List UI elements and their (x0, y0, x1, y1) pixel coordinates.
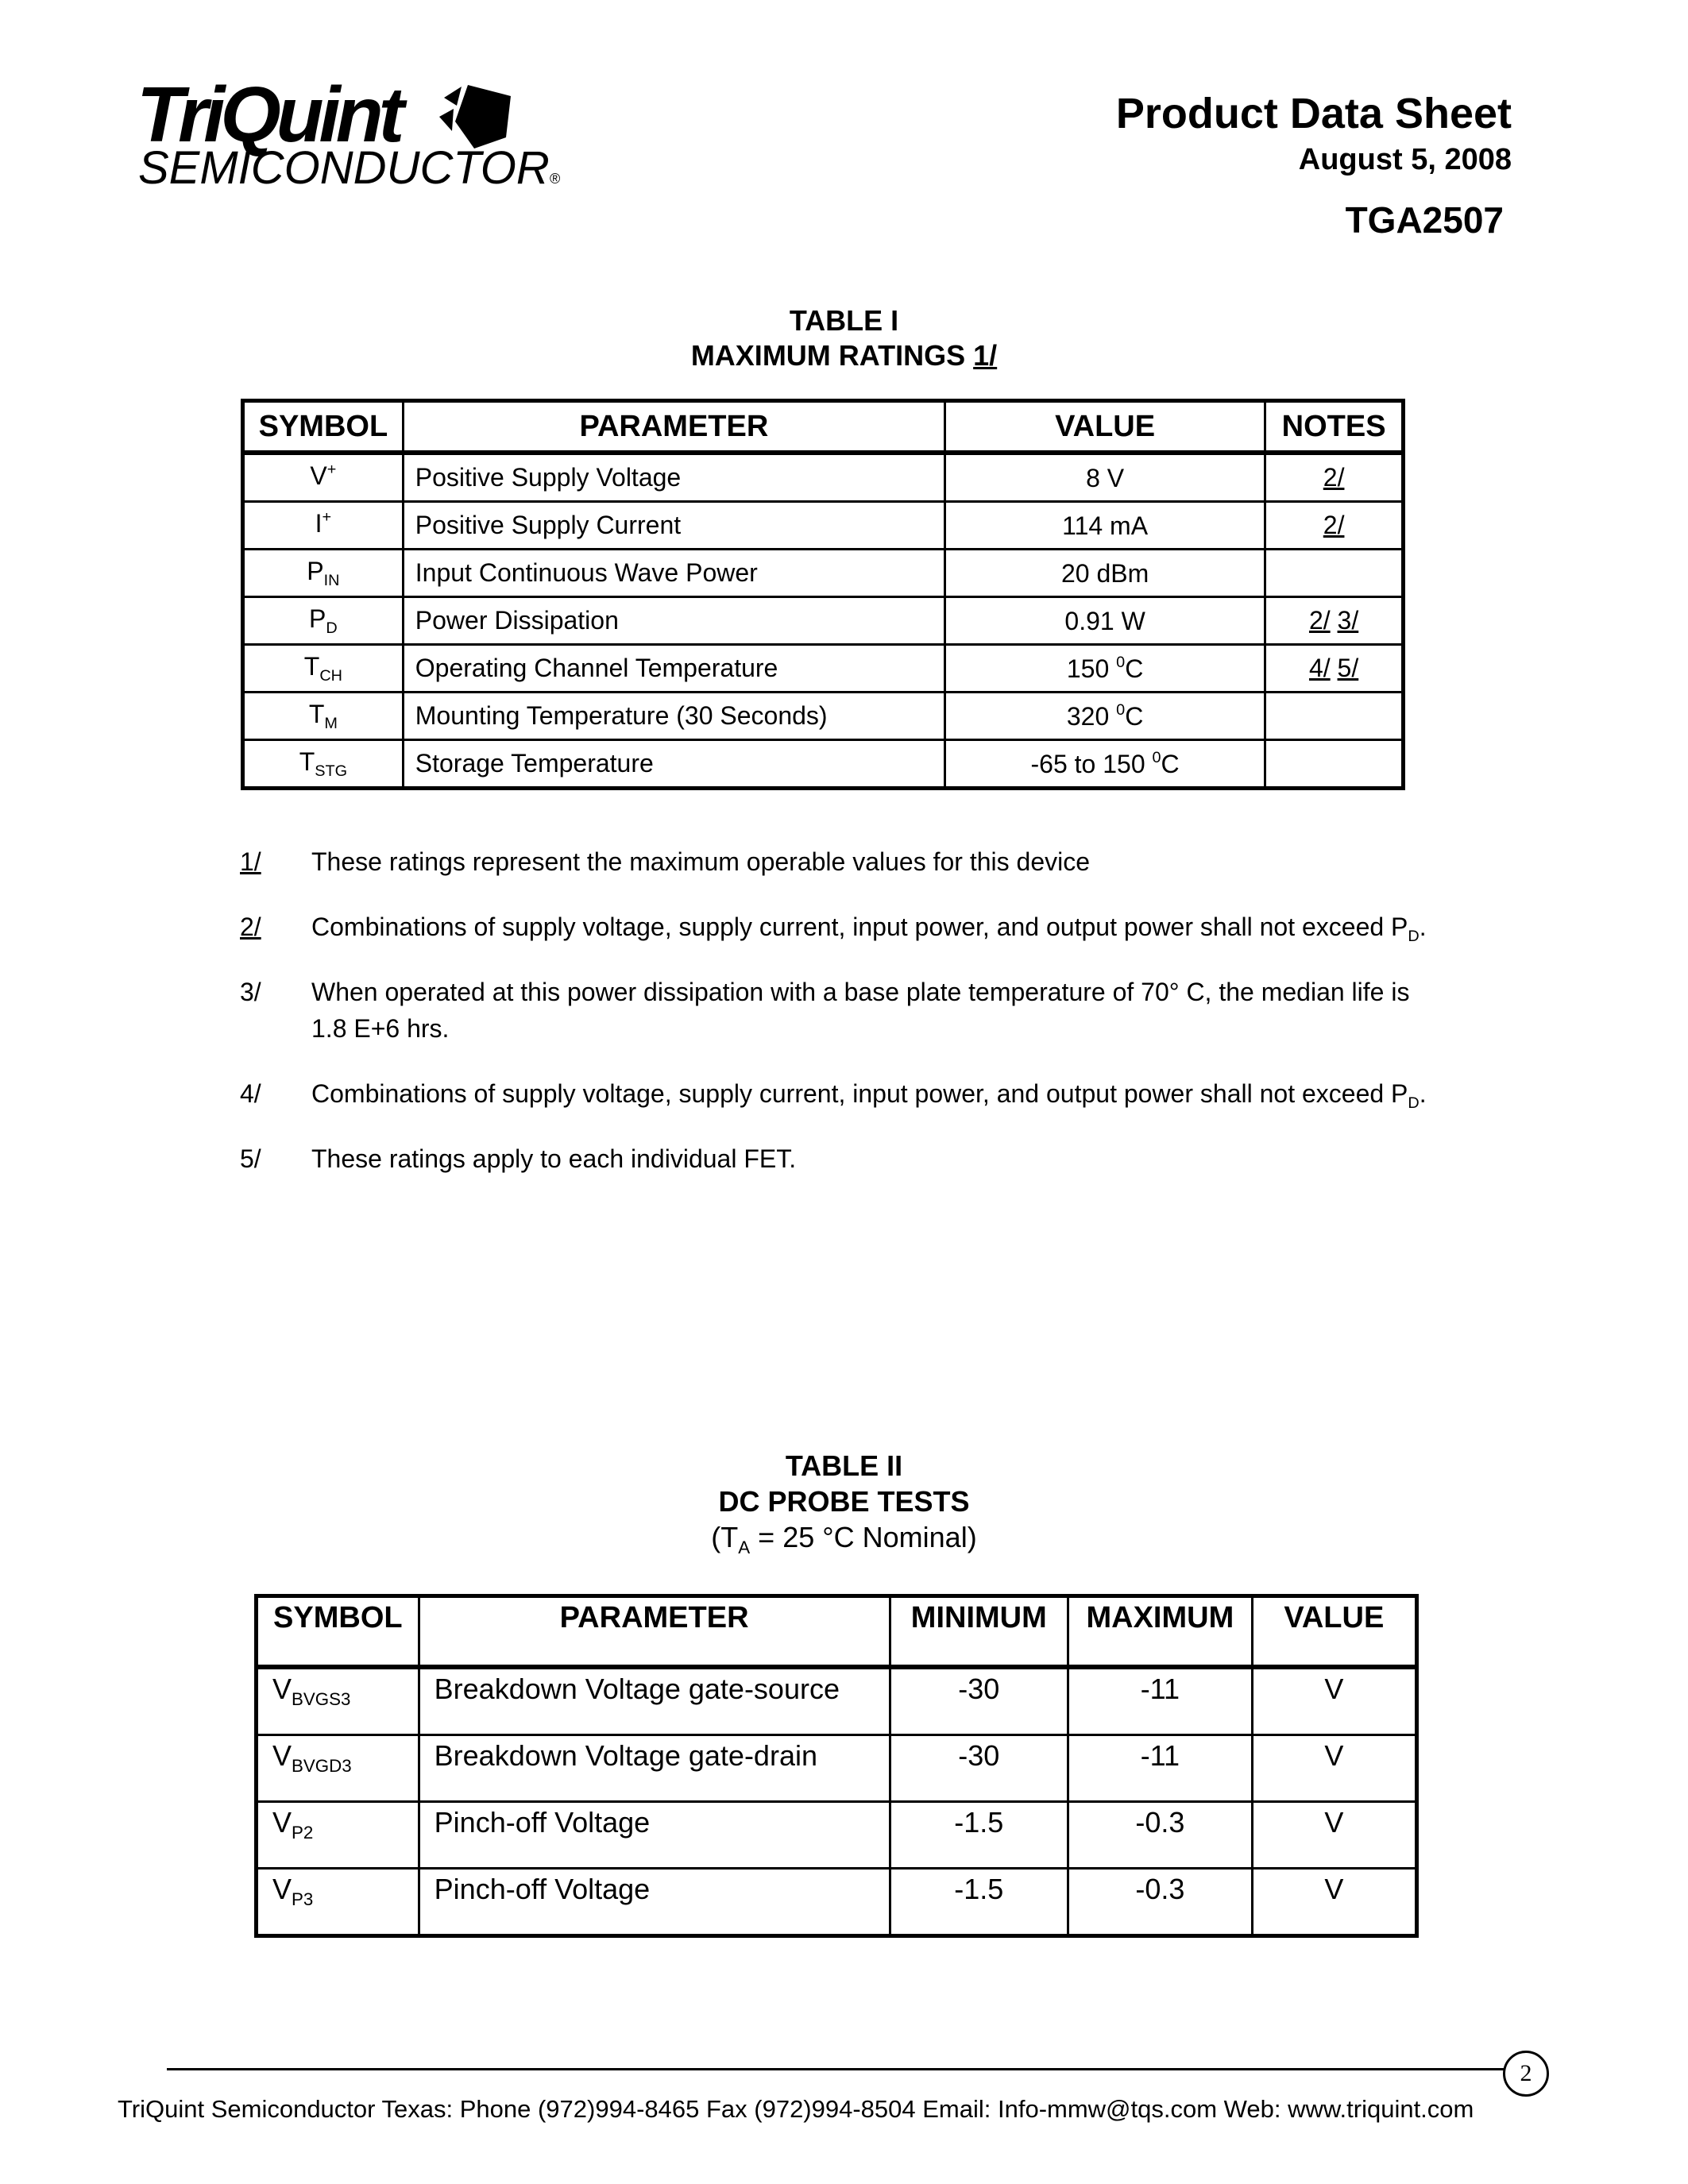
value-cell: 20 dBm (944, 550, 1265, 597)
table-row (257, 1735, 1417, 1802)
symbol-cell: $P_D$ (243, 597, 404, 645)
part-number: TGA2507 (1345, 199, 1504, 241)
footnote (240, 974, 1447, 1056)
notes-cell (1265, 502, 1404, 550)
symbol-cell: $V_{P3}$ (257, 1869, 419, 1936)
logo-subtitle: SEMICONDUCTOR® (138, 142, 560, 194)
footnote-text: These ratings represent the maximum operable values for this device (311, 847, 1091, 876)
parameter-cell: Operating Channel Temperature (403, 645, 944, 693)
column-header: SYMBOL (257, 1596, 419, 1668)
table-header-row (257, 1596, 1417, 1668)
column-header: PARAMETER (419, 1596, 890, 1668)
table2-caption-line2: DC PROBE TESTS (718, 1485, 970, 1518)
table-row (243, 550, 1404, 597)
unit-cell: V (1252, 1735, 1416, 1802)
parameter-cell: Power Dissipation (403, 597, 944, 645)
value-cell: 150 $^0$C (944, 645, 1265, 693)
parameter-cell: Breakdown Voltage gate-source (419, 1667, 890, 1735)
table2-condition: ($T_A = 25$ °C Nominal) (711, 1521, 977, 1557)
parameter-cell: Positive Supply Current (403, 502, 944, 550)
column-header: SYMBOL (243, 401, 404, 453)
note-reference: 2/ (1323, 463, 1345, 492)
symbol-cell: $T_{CH}$ (243, 645, 404, 693)
footnote-number: 5/ (240, 1144, 261, 1173)
symbol-cell: $P_{IN}$ (243, 550, 404, 597)
symbol-cell: $T_M$ (243, 693, 404, 740)
column-header: NOTES (1265, 401, 1404, 453)
table-row (243, 740, 1404, 789)
table-row (243, 693, 1404, 740)
notes-cell (1265, 740, 1404, 789)
table-row (243, 645, 1404, 693)
table2-caption-line1: TABLE II (785, 1449, 903, 1482)
maximum-cell: -0.3 (1068, 1802, 1253, 1869)
notes-cell (1265, 597, 1404, 645)
minimum-cell: -1.5 (890, 1802, 1068, 1869)
unit-cell: V (1252, 1869, 1416, 1936)
symbol-cell: $T_{STG}$ (243, 740, 404, 789)
minimum-cell: -1.5 (890, 1869, 1068, 1936)
pentagon-logo-icon (433, 82, 520, 152)
unit-cell: V (1252, 1802, 1416, 1869)
notes-cell (1265, 453, 1404, 502)
registered-mark: ® (549, 171, 560, 187)
footnote (240, 1075, 1447, 1121)
document-title: Product Data Sheet (1115, 90, 1512, 137)
symbol-cell: $V_{BVGD3}$ (257, 1735, 419, 1802)
column-header: PARAMETER (403, 401, 944, 453)
parameter-cell: Breakdown Voltage gate-drain (419, 1735, 890, 1802)
maximum-ratings-table (241, 399, 1405, 790)
note-reference: 4/ (1308, 654, 1331, 682)
footnote-text: Combinations of supply voltage, supply current, input power, and output power shall not exceed $P_D$. (311, 912, 1427, 945)
table-row (257, 1802, 1417, 1869)
parameter-cell: Mounting Temperature (30 Seconds) (403, 693, 944, 740)
notes-cell (1265, 645, 1404, 693)
table-header-row (243, 401, 1404, 453)
column-header: MAXIMUM (1068, 1596, 1253, 1668)
footnote (240, 843, 1447, 889)
document-date: August 5, 2008 (1298, 143, 1512, 176)
unit-cell: V (1252, 1667, 1416, 1735)
table-row (243, 502, 1404, 550)
note-reference: 3/ (1337, 606, 1359, 635)
maximum-cell: -11 (1068, 1735, 1253, 1802)
footnote-number: 3/ (240, 977, 261, 1006)
dc-probe-tests-table (254, 1594, 1419, 1938)
value-cell: 114 mA (944, 502, 1265, 550)
company-logo (137, 71, 560, 195)
maximum-cell: -0.3 (1068, 1869, 1253, 1936)
table-row (243, 597, 1404, 645)
footer-contact: TriQuint Semiconductor Texas: Phone (972)994-8465 Fax (972)994-8504 Email: Info-mmw@tqs.com Web: www.triquint.com (118, 2095, 1474, 2123)
footnote-text: These ratings apply to each individual FET. (311, 1144, 797, 1173)
footnote-number: 1/ (240, 847, 261, 876)
footnote-number: 4/ (240, 1078, 261, 1108)
parameter-cell: Pinch-off Voltage (419, 1802, 890, 1869)
value-cell: 8 V (944, 453, 1265, 502)
minimum-cell: -30 (890, 1735, 1068, 1802)
symbol-cell: $V_{BVGS3}$ (257, 1667, 419, 1735)
value-cell: -65 to 150 $^0$C (944, 740, 1265, 789)
column-header: VALUE (944, 401, 1265, 453)
table-row (257, 1667, 1417, 1735)
note-reference: 5/ (1337, 654, 1359, 682)
notes-cell (1265, 693, 1404, 740)
note-reference: 2/ (1323, 511, 1345, 539)
column-header: VALUE (1252, 1596, 1416, 1668)
parameter-cell: Pinch-off Voltage (419, 1869, 890, 1936)
footnote (240, 909, 1447, 955)
table1-caption-line1: TABLE I (789, 304, 899, 337)
value-cell: 0.91 W (944, 597, 1265, 645)
parameter-cell: Positive Supply Voltage (403, 453, 944, 502)
minimum-cell: -30 (890, 1667, 1068, 1735)
footnotes (240, 843, 1447, 1206)
notes-cell (1265, 550, 1404, 597)
logo-name: TriQuint (137, 71, 400, 158)
symbol-cell: V+ (243, 453, 404, 502)
table-row (243, 453, 1404, 502)
table-row (257, 1869, 1417, 1936)
footer-divider (167, 2068, 1509, 2070)
parameter-cell: Storage Temperature (403, 740, 944, 789)
maximum-cell: -11 (1068, 1667, 1253, 1735)
note-reference: 2/ (1308, 606, 1331, 635)
footnote-text: When operated at this power dissipation with a base plate temperature of 70° C, the median life is 1.8 E+6 hrs. (311, 977, 1410, 1043)
page-number: 2 (1503, 2051, 1549, 2097)
footnote (240, 1140, 1447, 1187)
symbol-cell: I+ (243, 502, 404, 550)
value-cell: 320 $^0$C (944, 693, 1265, 740)
table1-caption-line2: MAXIMUM RATINGS 1/ (690, 339, 998, 372)
column-header: MINIMUM (890, 1596, 1068, 1668)
footnote-text: Combinations of supply voltage, supply current, input power, and output power shall not exceed $P_D$. (311, 1078, 1427, 1112)
footnote-number: 2/ (240, 912, 261, 941)
symbol-cell: $V_{P2}$ (257, 1802, 419, 1869)
parameter-cell: Input Continuous Wave Power (403, 550, 944, 597)
